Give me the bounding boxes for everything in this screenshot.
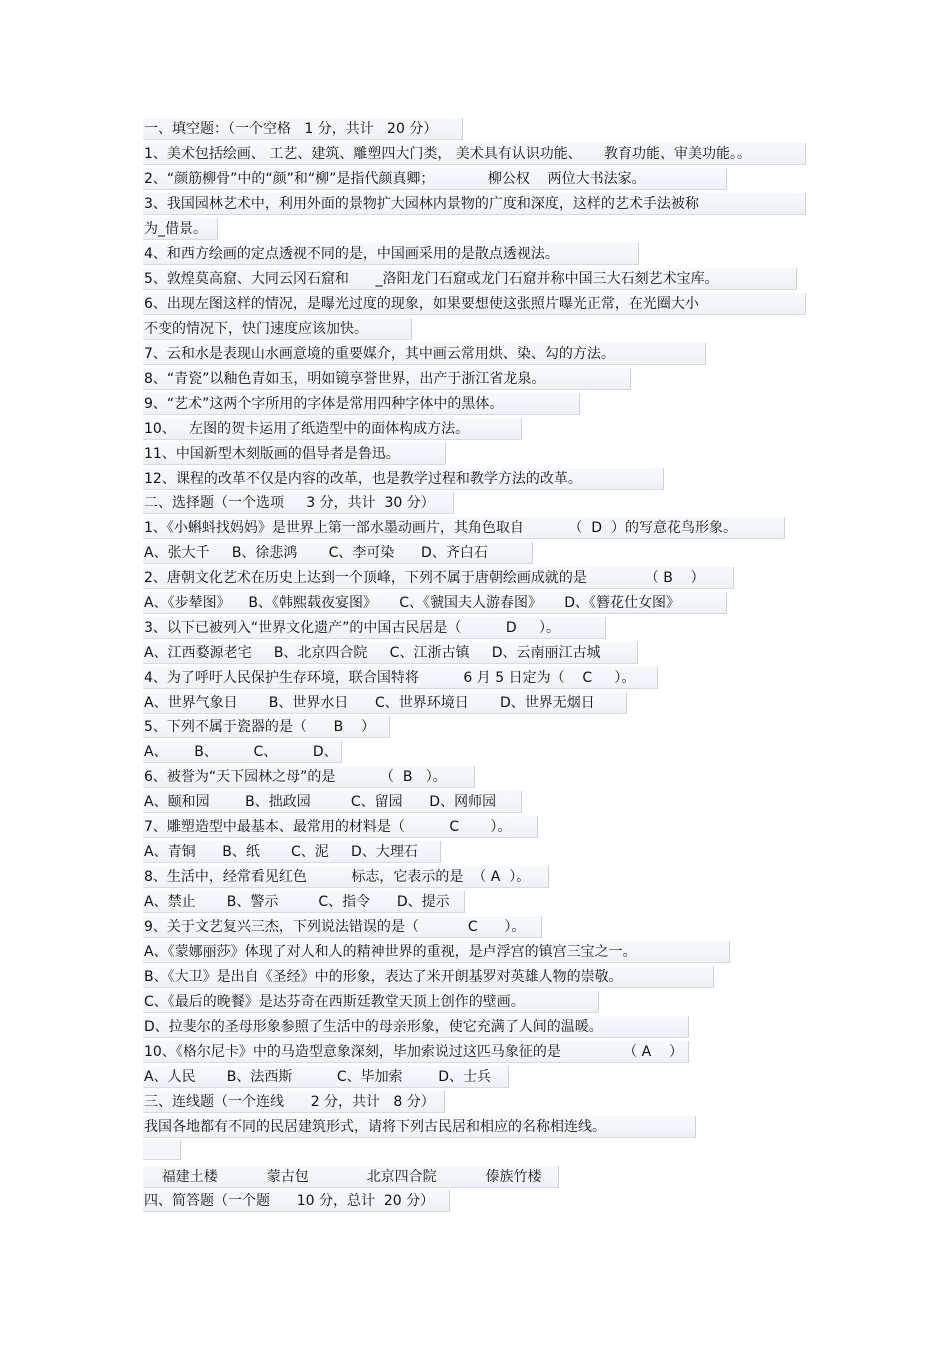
choice-question-9: 9、关于文艺复兴三杰，下列说法错误的是（ C ）。: [143, 916, 542, 938]
fill-question-4: 4、和西方绘画的定点透视不同的是，中国画采用的是散点透视法。: [143, 243, 639, 265]
choice-question-1-options: A、张大千 B、徐悲鸿 C、李可染 D、齐白石: [143, 542, 533, 564]
fill-question-3-line-2: 为_借景。: [143, 218, 218, 240]
fill-question-12: 12、课程的改革不仅是内容的改革，也是教学过程和教学方法的改革。: [143, 468, 664, 490]
fill-question-6-line-1: 6、出现左图这样的情况，是曝光过度的现象，如果要想使这张照片曝光正常，在光圈大小: [143, 293, 806, 315]
choice-question-9-option-d: D、拉斐尔的圣母形象参照了生活中的母亲形象，使它充满了人间的温暖。: [143, 1016, 689, 1038]
choice-question-7-options: A、青铜 B、纸 C、泥 D、大理石: [143, 841, 441, 863]
fill-question-6-line-2: 不变的情况下，快门速度应该加快。: [143, 318, 412, 340]
section-2-heading: 二、选择题（一个选项 3 分，共计 30 分）: [143, 492, 454, 514]
choice-question-10-options: A、人民 B、法西斯 C、毕加索 D、士兵: [143, 1066, 509, 1088]
fill-question-5: 5、敦煌莫高窟、大同云冈石窟和 _洛阳龙门石窟或龙门石窟并称中国三大石刻艺术宝库。: [143, 268, 797, 290]
fill-question-9: 9、“艺术”这两个字所用的字体是常用四种字体中的黑体。: [143, 393, 580, 415]
choice-question-2-options: A、《步辇图》 B、《韩熙载夜宴图》 C、《虢国夫人游春图》 D、《簪花仕女图》: [143, 592, 727, 614]
choice-question-8: 8、生活中，经常看见红色 标志，它表示的是 （ A ）。: [143, 866, 549, 888]
choice-question-4-options: A、世界气象日 B、世界水日 C、世界环境日 D、世界无烟日: [143, 692, 627, 714]
choice-question-3: 3、以下已被列入“世界文化遗产”的中国古民居是（ D ）。: [143, 617, 606, 639]
choice-question-7: 7、雕塑造型中最基本、最常用的材料是（ C ）。: [143, 816, 538, 838]
choice-question-4: 4、为了呼吁人民保护生存环境，联合国特将 6 月 5 日定为（ C ）。: [143, 667, 658, 689]
choice-question-5-options: A、 B、 C、 D、: [143, 741, 342, 763]
section-3-heading: 三、连线题（一个连线 2 分，共计 8 分）: [143, 1091, 445, 1113]
choice-question-9-option-a: A、《蒙娜丽莎》体现了对人和人的精神世界的重视，是卢浮宫的镇宫三宝之一。: [143, 941, 730, 963]
fill-question-3-line-1: 3、我国园林艺术中，利用外面的景物扩大园林内景物的广度和深度，这样的艺术手法被称: [143, 193, 806, 215]
choice-question-5: 5、下列不属于瓷器的是（ B ）: [143, 716, 390, 738]
matching-instruction: 我国各地都有不同的民居建筑形式，请将下列古民居和相应的名称相连线。: [143, 1116, 696, 1138]
choice-question-1: 1、《小蝌蚪找妈妈》是世界上第一部水墨动画片，其角色取自 （ D ）的写意花鸟形象。: [143, 517, 785, 539]
section-4-heading: 四、简答题（一个题 10 分，总计 20 分）: [143, 1190, 450, 1212]
choice-question-9-option-c: C、《最后的晚餐》是达芬奇在西斯廷教堂天顶上创作的壁画。: [143, 991, 599, 1013]
fill-question-1: 1、美术包括绘画、 工艺、建筑、雕塑四大门类， 美术具有认识功能、 教育功能、审美功能。。: [143, 143, 806, 165]
choice-question-6-options: A、颐和园 B、拙政园 C、留园 D、网师园: [143, 791, 522, 813]
fill-question-2: 2、“颜筋柳骨”中的“颜”和“柳”是指代颜真卿； 柳公权 两位大书法家。: [143, 168, 727, 190]
fill-question-10: 10、 左图的贺卡运用了纸造型中的面体构成方法。: [143, 418, 522, 440]
matching-items: 福建土楼 蒙古包 北京四合院 傣族竹楼: [143, 1166, 559, 1188]
image-placeholder: [143, 1140, 181, 1160]
choice-question-9-option-b: B、《大卫》是出自《圣经》中的形象，表达了米开朗基罗对英雄人物的崇敬。: [143, 966, 714, 988]
choice-question-6: 6、被誉为“天下园林之母”的是 （ B ）。: [143, 766, 475, 788]
fill-question-7: 7、云和水是表现山水画意境的重要媒介，其中画云常用烘、染、勾的方法。: [143, 343, 706, 365]
fill-question-8: 8、“青瓷”以釉色青如玉，明如镜享誉世界，出产于浙江省龙泉。: [143, 368, 631, 390]
choice-question-2: 2、唐朝文化艺术在历史上达到一个顶峰，下列不属于唐朝绘画成就的是 （ B ）: [143, 567, 734, 589]
fill-question-11: 11、中国新型木刻版画的倡导者是鲁迅。: [143, 443, 446, 465]
choice-question-10: 10、《格尔尼卡》中的马造型意象深刻，毕加索说过这匹马象征的是 （ A ）: [143, 1041, 689, 1063]
section-1-heading: 一、填空题：（一个空格 1 分，共计 20 分）: [143, 118, 463, 140]
choice-question-8-options: A、禁止 B、警示 C、指令 D、提示: [143, 891, 465, 913]
choice-question-3-options: A、江西婺源老宅 B、北京四合院 C、江浙古镇 D、云南丽江古城: [143, 642, 638, 664]
